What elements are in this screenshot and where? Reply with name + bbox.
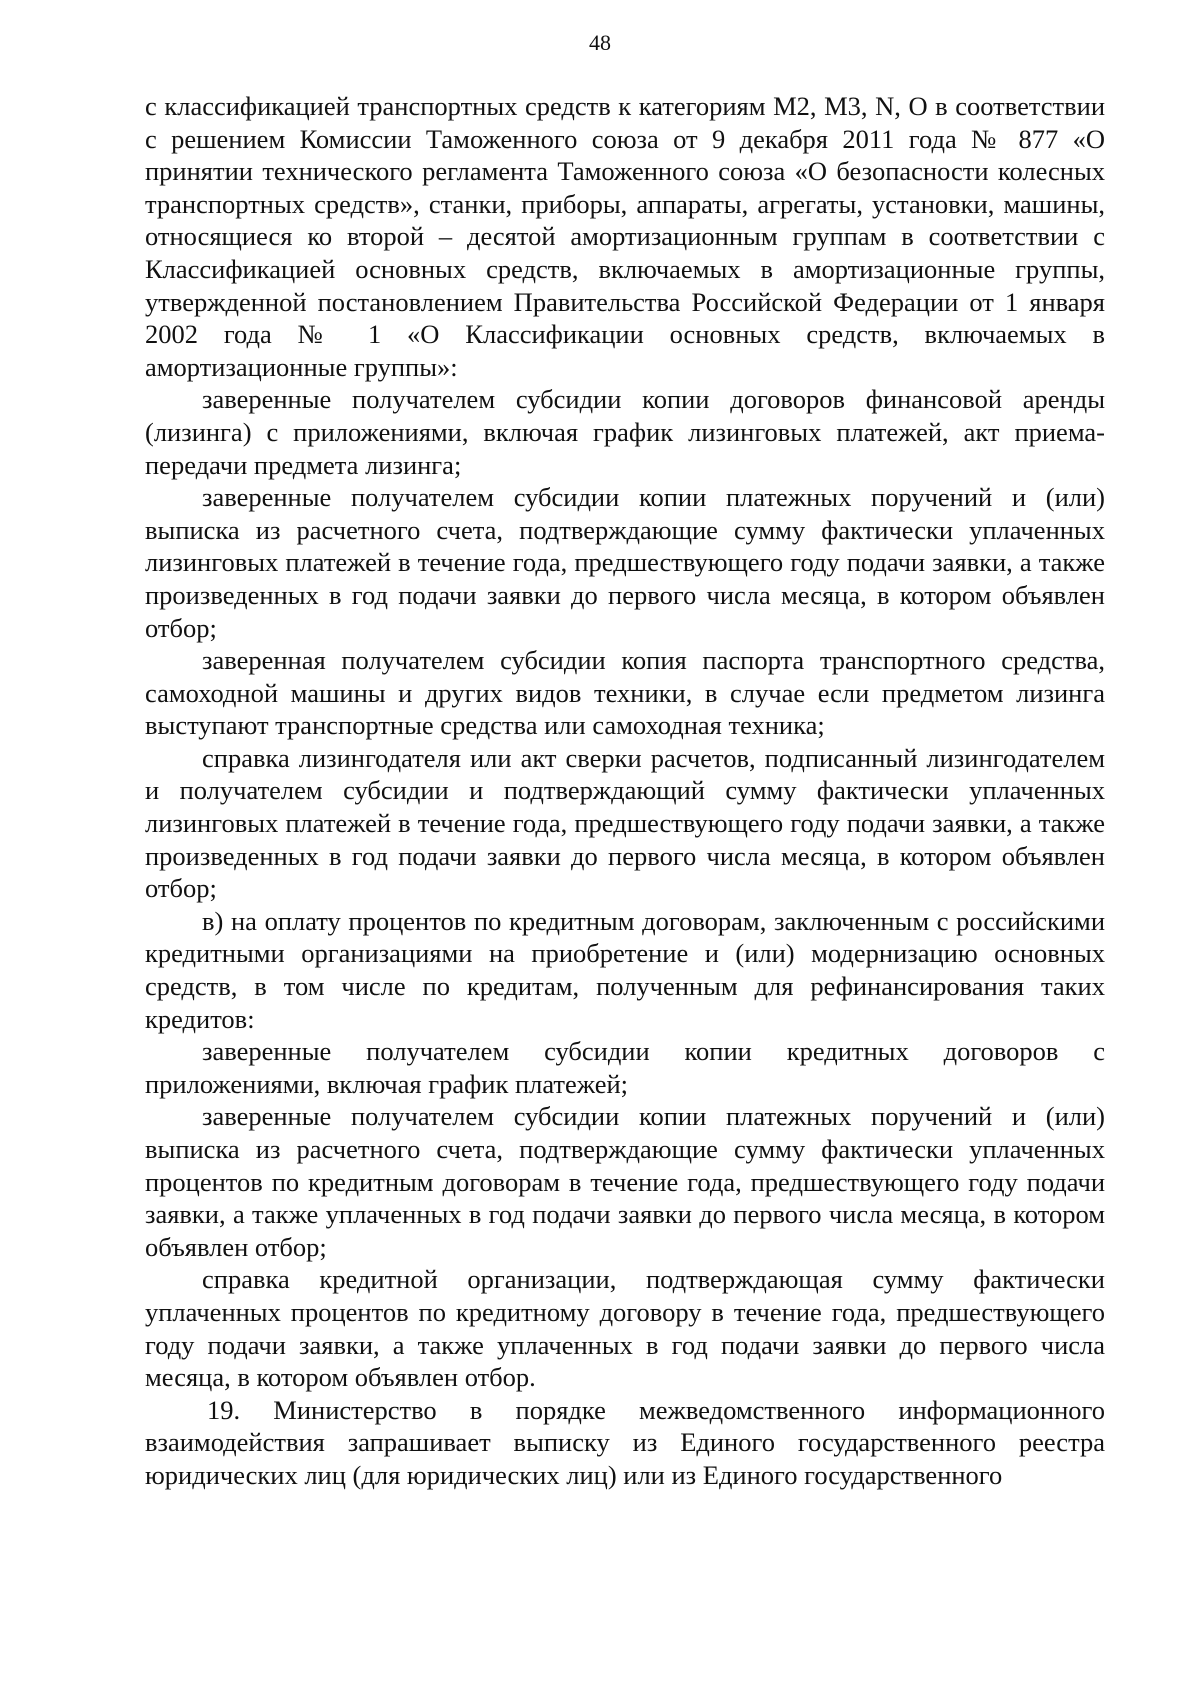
paragraph-lessor-certificate: справка лизингодателя или акт сверки расчетов, подписанный лизингодателем и получателем субсидии и подтверждающий сумму фактически уплаченных лизинговых платежей в течение года, предшествующего году подачи заявки, а также произведенных в год подачи заявки до первого числа месяца, в котором объявлен отбор; [145,742,1105,904]
paragraph-bank-certificate: справка кредитной организации, подтверждающая сумму фактически уплаченных процентов по кредитному договору в течение года, предшествующего году подачи заявки, а также уплаченных в год подачи заявки до первого числа месяца, в котором объявлен отбор. [145,1264,1105,1393]
paragraph-item-19: 19. Министерство в порядке межведомственного информационного взаимодействия запрашивает выписку из Единого государственного реестра юридических лиц (для юридических лиц) или из Единого государственного [145,1394,1105,1490]
paragraph-item-v: в) на оплату процентов по кредитным договорам, заключенным с российскими кредитными организациями на приобретение и (или) модернизацию основных средств, в том числе по кредитам, полученным для рефинансирования таких кредитов: [145,905,1105,1034]
paragraph-vehicle-passport: заверенная получателем субсидии копия паспорта транспортного средства, самоходной машины и других видов техники, в случае если предметом лизинга выступают транспортные средства или самоходная техника; [145,645,1105,741]
paragraph-credit-contracts: заверенные получателем субсидии копии кредитных договоров с приложениями, включая график платежей; [145,1036,1105,1099]
paragraph-intro: с классификацией транспортных средств к категориям M2, M3, N, O в соответствии с решением Комиссии Таможенного союза от 9 декабря 2011 года № 877 «О принятии технического регламента Таможенного союза «О безопасности колесных транспортных средств», станки, приборы, аппараты, агрегаты, установки, машины, относящиеся ко второй – десятой амортизационным группам в соответствии с Классификацией основных средств, включаемых в амортизационные группы, утвержденной постановлением Правительства Российской Федерации от 1 января 2002 года № 1 «О Классификации основных средств, включаемых в амортизационные группы»: [145,91,1105,382]
paragraph-credit-payment-orders: заверенные получателем субсидии копии платежных поручений и (или) выписка из расчетного счета, подтверждающие сумму фактически уплаченных процентов по кредитным договорам в течение года, предшествующего году подачи заявки, а также уплаченных в год подачи заявки до первого числа месяца, в котором объявлен отбор; [145,1101,1105,1262]
document-body [145,90,1105,1492]
page-number: 48 [589,30,611,55]
paragraph-leasing-contracts: заверенные получателем субсидии копии договоров финансовой аренды (лизинга) с приложениями, включая график лизинговых платежей, акт приема-передачи предмета лизинга; [145,384,1105,480]
paragraph-leasing-payment-orders: заверенные получателем субсидии копии платежных поручений и (или) выписка из расчетного счета, подтверждающие сумму фактически уплаченных лизинговых платежей в течение года, предшествующего году подачи заявки, а также произведенных в год подачи заявки до первого числа месяца, в котором объявлен отбор; [145,482,1105,643]
